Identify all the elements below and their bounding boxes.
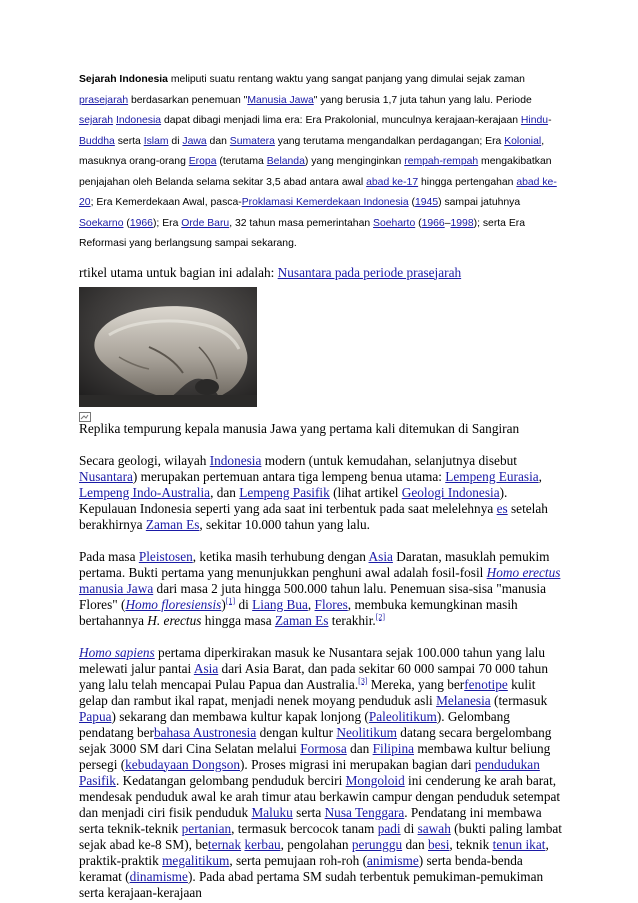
text: . Pendatang ini membawa serta teknik-teknik [79, 804, 542, 836]
text: hingga pertengahan [418, 176, 517, 188]
article-subject: Sejarah Indonesia [79, 74, 168, 85]
link-sumatera[interactable]: Sumatera [229, 135, 275, 147]
link-soeharto[interactable]: Soeharto [373, 217, 416, 229]
link-eropa[interactable]: Eropa [188, 156, 217, 167]
text: terakhir. [328, 612, 376, 628]
link-homo-erectus[interactable]: Homo erectus [486, 564, 561, 580]
link-perunggu[interactable]: perunggu [351, 836, 403, 852]
link-homo-floresiensis[interactable]: Homo floresiensis [125, 596, 222, 612]
link-animisme[interactable]: animisme [367, 852, 419, 868]
text: dan [402, 836, 428, 852]
text: ) yang menginginkan [304, 156, 405, 167]
link-1998[interactable]: 1998 [450, 217, 474, 229]
text: Secara geologi, wilayah [79, 452, 210, 468]
link-asia-2[interactable]: Asia [193, 660, 219, 676]
link-jawa[interactable]: Jawa [182, 135, 207, 147]
figure-caption: Replika tempurung kepala manusia Jawa yang pertama kali ditemukan di Sangiran [79, 420, 520, 436]
link-kerbau[interactable]: kerbau [244, 836, 281, 852]
text: serta [292, 804, 325, 820]
text: di [400, 820, 418, 836]
text: , sekitar 10.000 tahun yang lalu. [199, 516, 370, 532]
link-kolonial[interactable]: Kolonial [504, 135, 542, 147]
text: , masuknya orang-orang [79, 135, 545, 167]
link-megalitikum[interactable]: megalitikum [162, 852, 230, 868]
text: yang terutama mengandalkan perdagangan; Era [274, 135, 505, 147]
text: pertama diperkirakan masuk ke Nusantara sejak 100.000 tahun yang lalu melewati jalur pantai [79, 644, 546, 676]
text: Mereka, yang ber [367, 676, 465, 692]
text: (lihat artikel [329, 484, 402, 500]
link-manusia-jawa-2[interactable]: manusia Jawa [79, 580, 154, 596]
link-buddha[interactable]: Buddha [79, 135, 115, 147]
text: di [235, 596, 253, 612]
text: ). Gelombang pendatang ber [79, 708, 510, 740]
text: ) [221, 596, 226, 612]
text: dan [206, 135, 230, 147]
link-abad-ke-20[interactable]: abad ke-20 [79, 176, 557, 208]
link-nusantara[interactable]: Nusantara [79, 468, 133, 484]
skull-image [79, 287, 257, 407]
paragraph-pleistosen [79, 549, 567, 629]
link-liang-bua[interactable]: Liang Bua [252, 596, 308, 612]
text: " yang berusia 1,7 juta tahun yang lalu. Periode [313, 94, 532, 106]
text: , 32 tahun masa pemerintahan [229, 217, 374, 229]
text: ) merupakan pertemuan antara tiga lempeng benua utama: [132, 468, 446, 484]
link-paleolitikum[interactable]: Paleolitikum [368, 708, 437, 724]
text: mengakibatkan penjajahan oleh Belanda selama sekitar 3,5 abad antara awal [79, 156, 552, 188]
text: ). Proses migrasi ini merupakan bagian dari [240, 756, 475, 772]
link-zaman-es-2[interactable]: Zaman Es [274, 612, 329, 628]
link-flores[interactable]: Flores [314, 596, 348, 612]
text: , praktik-praktik [79, 836, 549, 868]
link-melanesia[interactable]: Melanesia [436, 692, 491, 708]
main-article-link[interactable]: Nusantara pada periode prasejarah [277, 264, 462, 280]
text: ) sampai jatuhnya [438, 197, 521, 208]
text: – [444, 217, 451, 229]
paragraph-geologi [79, 453, 567, 533]
text: kulit gelap dan rambut ikal rapat, menjadi nenek moyang penduduk asli [79, 676, 536, 708]
link-lempeng-pasifik[interactable]: Lempeng Pasifik [239, 484, 330, 500]
link-rempah-rempah[interactable]: rempah-rempah [404, 156, 479, 167]
text: di [168, 135, 183, 147]
text: ) sekarang dan membawa kultur kapak lonjong ( [111, 708, 369, 724]
link-indonesia[interactable]: Indonesia [115, 115, 162, 126]
link-geologi-indonesia[interactable]: Geologi Indonesia [401, 484, 500, 500]
text: (termasuk [490, 692, 548, 708]
link-filipina[interactable]: Filipina [372, 740, 414, 756]
paragraph-homo-sapiens [79, 645, 567, 901]
link-lempeng-indo-australia[interactable]: Lempeng Indo-Australia [79, 484, 211, 500]
text: , [307, 596, 315, 612]
text: hingga masa [201, 612, 275, 628]
link-papua[interactable]: Papua [79, 708, 112, 724]
text: serta [114, 135, 144, 147]
text: (bukti paling lambat sejak abad ke-8 SM), be [79, 820, 562, 852]
text: , termasuk bercocok tanam [231, 820, 378, 836]
text: setelah berakhirnya [79, 500, 548, 532]
text: datang secara bergelombang sejak 3000 SM dari Cina Selatan melalui [79, 724, 552, 756]
link-1966[interactable]: 1966 [129, 217, 153, 229]
link-hindu[interactable]: Hindu [520, 115, 549, 126]
citation-2[interactable]: [2] [375, 612, 386, 622]
link-lempeng-eurasia[interactable]: Lempeng Eurasia [445, 468, 539, 484]
main-article-prefix: rtikel utama untuk bagian ini adalah: [79, 264, 278, 280]
link-belanda[interactable]: Belanda [266, 156, 305, 167]
text: , dan [210, 484, 240, 500]
text: , ketika masih terhubung dengan [192, 548, 369, 564]
h-erectus-term: H. erectus [147, 612, 202, 628]
text: , pengolahan [280, 836, 352, 852]
text: (terutama [216, 156, 267, 167]
link-neolitikum[interactable]: Neolitikum [336, 724, 397, 740]
link-asia[interactable]: Asia [368, 548, 393, 564]
link-pertanian[interactable]: pertanian [181, 820, 232, 836]
text: ) serta benda-benda keramat ( [79, 852, 523, 884]
text: dari masa 2 juta hingga 500.000 tahun lalu. Penemuan sisa-sisa "manusia Flores" ( [79, 580, 547, 612]
link-sawah[interactable]: sawah [417, 820, 451, 836]
link-manusia-jawa[interactable]: Manusia Jawa [247, 94, 314, 106]
link-nusa-tenggara[interactable]: Nusa Tenggara [324, 804, 405, 820]
link-islam[interactable]: Islam [143, 135, 169, 147]
link-tenun-ikat[interactable]: tenun ikat [492, 836, 546, 852]
text: ). Kepulauan Indonesia seperti yang ada saat ini terbentuk pada saat melelehnya [79, 484, 508, 516]
text: dapat dibagi menjadi lima era: Era Prakolonial, munculnya kerajaan-kerajaan [161, 115, 521, 126]
link-1966b[interactable]: 1966 [421, 217, 445, 229]
text: ( [123, 217, 130, 229]
citation-1[interactable]: [1] [225, 596, 236, 606]
text: , teknik [449, 836, 493, 852]
link-ternak[interactable]: ternak [207, 836, 242, 852]
text: . Kedatangan gelombang penduduk berciri [115, 772, 346, 788]
text: modern (untuk kemudahan, selanjutnya disebut [261, 452, 517, 468]
link-padi[interactable]: padi [377, 820, 401, 836]
link-fenotipe[interactable]: fenotipe [464, 676, 508, 692]
text: dengan kultur [256, 724, 337, 740]
link-orde-baru[interactable]: Orde Baru [181, 217, 230, 229]
link-es[interactable]: es [496, 500, 508, 516]
link-pendudukan-pasifik[interactable]: pendudukan Pasifik [79, 756, 540, 788]
text: dari Asia Barat, dan pada sekitar 60 000 sampai 70 000 tahun yang lalu telah mencapai Pulau Papua dan Australia. [79, 660, 548, 692]
text: , [538, 468, 542, 484]
link-indonesia-2[interactable]: Indonesia [209, 452, 262, 468]
main-article-note [79, 265, 567, 281]
link-besi[interactable]: besi [427, 836, 450, 852]
text: ( [408, 197, 415, 208]
link-formosa[interactable]: Formosa [300, 740, 347, 756]
text: ); Era [152, 217, 182, 229]
document-page [79, 70, 567, 901]
skull-photo[interactable] [79, 287, 257, 407]
text: ; Era Kemerdekaan Awal, pasca- [90, 197, 242, 208]
link-dinamisme[interactable]: dinamisme [129, 868, 188, 884]
link-soekarno[interactable]: Soekarno [79, 217, 124, 229]
link-homo-sapiens[interactable]: Homo sapiens [79, 644, 155, 660]
link-mongoloid[interactable]: Mongoloid [345, 772, 405, 788]
text: , serta pemujaan roh-roh ( [229, 852, 368, 868]
link-pleistosen[interactable]: Pleistosen [138, 548, 193, 564]
link-prasejarah[interactable]: prasejarah [79, 94, 129, 106]
link-abad-ke-17[interactable]: abad ke-17 [366, 176, 419, 188]
text: meliputi suatu rentang waktu yang sangat panjang yang dimulai sejak zaman [167, 74, 525, 85]
link-kebudayaan-dongson[interactable]: kebudayaan Dongson [125, 756, 240, 772]
text: Daratan, masuklah pemukim pertama. Bukti pertama yang menunjukkan penghuni awal adalah fosil-fosil [79, 548, 550, 580]
link-maluku[interactable]: Maluku [251, 804, 293, 820]
link-proklamasi[interactable]: Proklamasi Kemerdekaan Indonesia [241, 197, 409, 208]
text: berdasarkan penemuan " [128, 94, 248, 106]
text: dan [346, 740, 373, 756]
text: , membuka kemungkinan masih bertahannya [79, 596, 518, 628]
image-placeholder-icon [79, 409, 91, 419]
citation-3[interactable]: [3] [358, 676, 368, 686]
link-zaman-es[interactable]: Zaman Es [145, 516, 200, 532]
text: Pada masa [79, 548, 139, 564]
lead-paragraph [79, 70, 567, 255]
text: membawa kultur beliung persegi ( [79, 740, 551, 772]
text: - [548, 115, 552, 126]
link-bahasa-austronesia[interactable]: bahasa Austronesia [153, 724, 257, 740]
text: ini cenderung ke arah barat, mendesak penduduk awal ke arah timur atau berkawin campur dengan penduduk setempat dan menjadi ciri fisik penduduk [79, 772, 561, 820]
link-1945[interactable]: 1945 [414, 197, 439, 208]
text: ); serta Era Reformasi yang berlangsung sampai sekarang. [79, 217, 525, 249]
text: ). Pada abad pertama SM sudah terbentuk pemukiman-pemukiman serta kerajaan-kerajaan [79, 868, 544, 900]
text: ( [415, 217, 422, 229]
link-sejarah[interactable]: sejarah [79, 115, 114, 126]
